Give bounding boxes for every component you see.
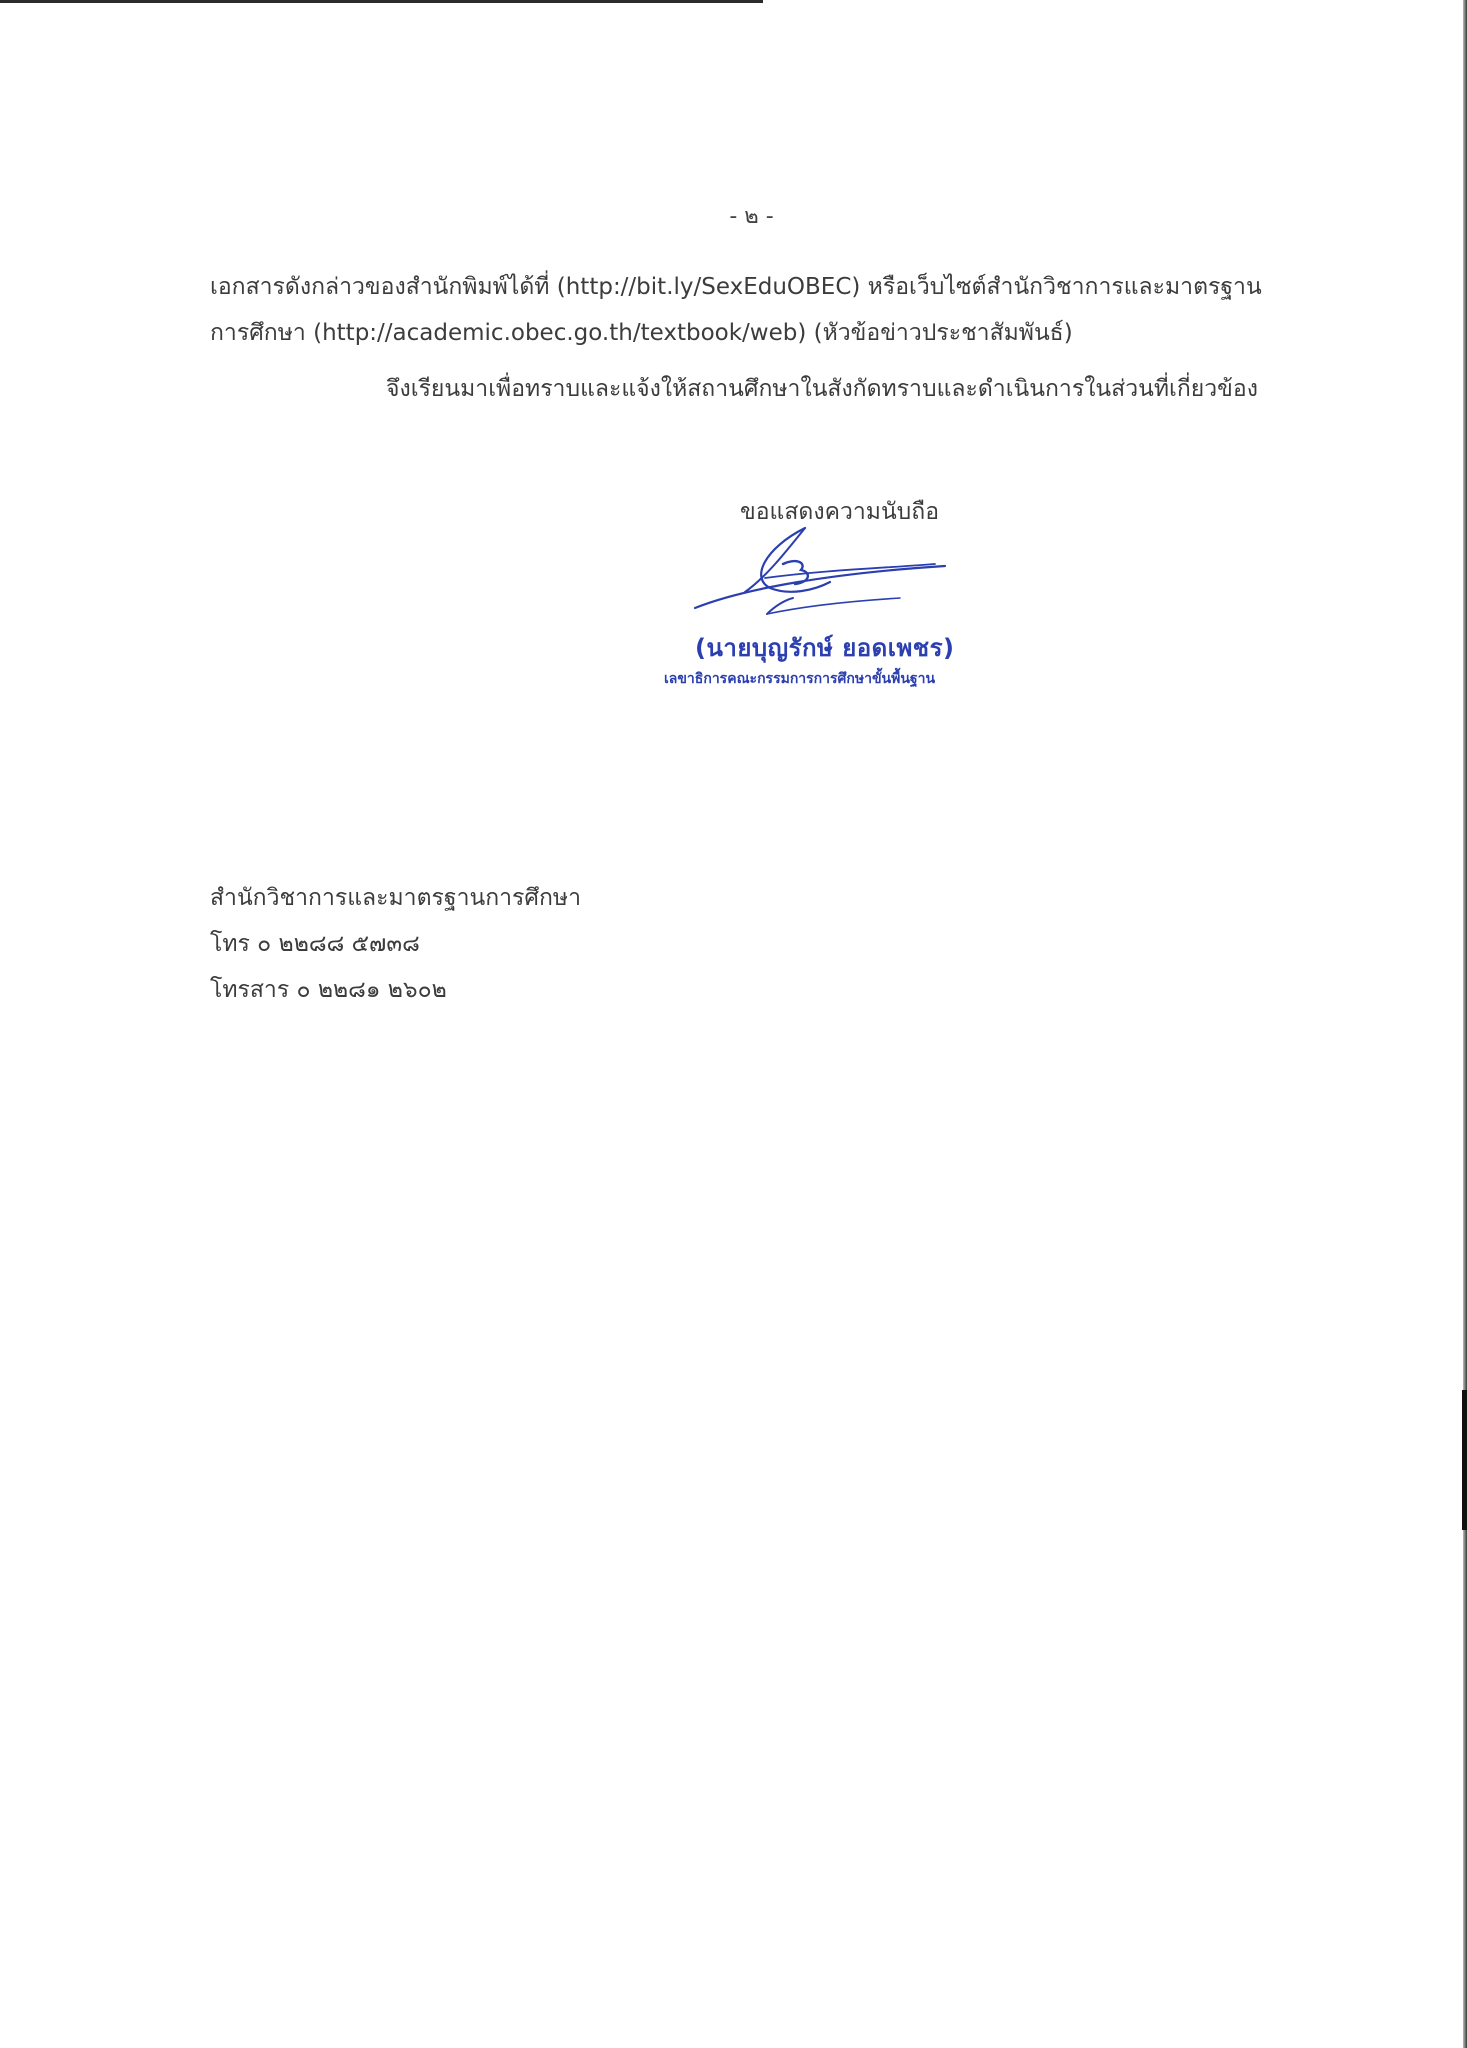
closing-salutation: ขอแสดงความนับถือ <box>740 499 940 525</box>
contact-office: สำนักวิชาการและมาตรฐานการศึกษา <box>210 885 581 911</box>
handwritten-signature <box>655 518 955 638</box>
scan-edge-top <box>0 0 763 3</box>
scan-edge-right-shadow <box>1462 1390 1467 1530</box>
body-line-2: การศึกษา (http://academic.obec.go.th/textbook/web) (หัวข้อข่าวประชาสัมพันธ์) <box>210 320 1073 346</box>
scan-edge-right <box>1463 0 1467 2048</box>
page-number: - ๒ - <box>729 204 774 229</box>
body-line-3: จึงเรียนมาเพื่อทราบและแจ้งให้สถานศึกษาในสังกัดทราบและดำเนินการในส่วนที่เกี่ยวข้อง <box>386 376 1258 402</box>
contact-fax: โทรสาร ๐ ๒๒๘๑ ๒๖๐๒ <box>210 977 447 1003</box>
signer-position: เลขาธิการคณะกรรมการการศึกษาขั้นพื้นฐาน <box>664 671 936 687</box>
contact-phone: โทร ๐ ๒๒๘๘ ๕๗๓๘ <box>210 931 420 957</box>
signer-name: (นายบุญรักษ์ ยอดเพชร) <box>695 634 955 662</box>
body-line-1: เอกสารดังกล่าวของสำนักพิมพ์ได้ที่ (http://bit.ly/SexEduOBEC) หรือเว็บไซต์สำนักวิชาการและมาตรฐาน <box>210 274 1262 300</box>
